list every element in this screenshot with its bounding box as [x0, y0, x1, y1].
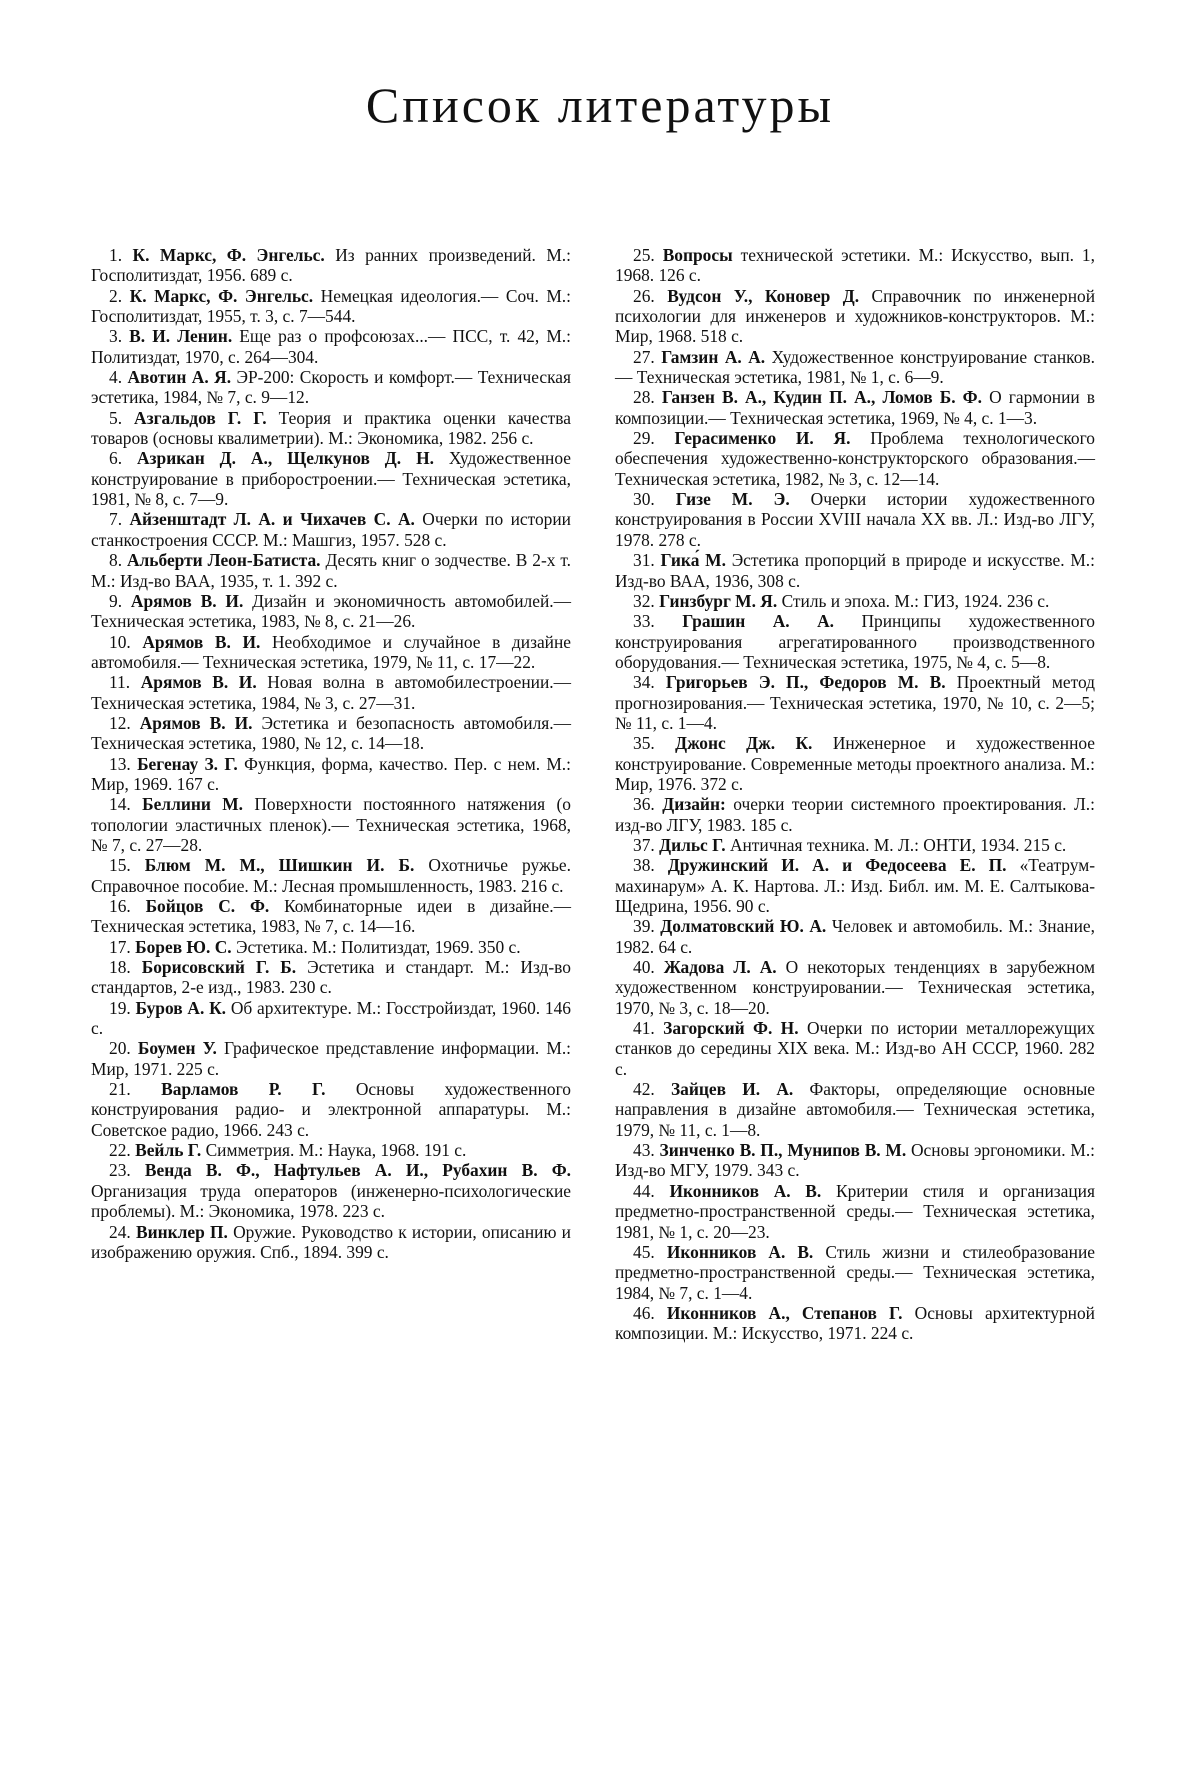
reference-entry [91, 937, 571, 957]
reference-text: Очерки по истории станкостроения СССР. М.: Машгиз, 1957. 528 с. [91, 509, 571, 550]
reference-authors: Авотин А. Я. [127, 367, 232, 388]
reference-entry [615, 1303, 1095, 1344]
reference-number: 31. [633, 550, 655, 571]
reference-text: Функция, форма, качество. Пер. с нем. М.: Мир, 1969. 167 с. [91, 753, 571, 794]
reference-number: 15. [109, 855, 131, 876]
reference-entry [615, 855, 1095, 916]
reference-number: 13. [109, 753, 131, 774]
reference-text: технической эстетики. М.: Искусство, вып. 1, 1968. 126 с. [615, 245, 1095, 286]
page-title: Список литературы [365, 77, 835, 133]
reference-authors: Арямов В. И. [130, 590, 244, 611]
reference-number: 42. [633, 1079, 655, 1100]
reference-authors: Вудсон У., Коновер Д. [667, 285, 860, 306]
reference-text: «Театрум-махинарум» А. К. Нартова. Л.: Изд. Библ. им. М. Е. Салтыкова-Щедрина, 1956. 90 с. [615, 855, 1095, 916]
reference-text: Очерки по истории металлорежущих станков до середины XIX века. М.: Изд-во АН СССР, 1960. 282 с. [615, 1018, 1095, 1079]
reference-authors: Герасименко И. Я. [674, 428, 851, 449]
reference-authors: Зайцев И. А. [670, 1079, 794, 1100]
reference-authors: Иконников А. В. [666, 1241, 814, 1262]
reference-entry [91, 408, 571, 449]
reference-authors: Джонс Дж. К. [675, 733, 813, 754]
reference-text: Античная техника. М. Л.: ОНТИ, 1934. 215 с. [729, 834, 1067, 855]
reference-number: 30. [633, 489, 655, 510]
reference-authors: Иконников А., Степанов Г. [666, 1302, 903, 1323]
reference-number: 28. [633, 387, 655, 408]
reference-text: Поверхности постоянного натяжения (о топологии эластичных пленок).— Техническая эстетика, 1968, № 7, с. 27—28. [91, 794, 571, 855]
reference-entry [91, 1038, 571, 1079]
reference-entry [91, 367, 571, 408]
reference-text: Оружие. Руководство к истории, описанию и изображению оружия. Спб., 1894. 399 с. [91, 1221, 571, 1262]
reference-authors: Гамзин А. А. [661, 346, 766, 367]
reference-number: 11. [109, 672, 131, 693]
reference-entry [91, 1079, 571, 1140]
reference-number: 25. [633, 245, 655, 265]
reference-authors: Венда В. Ф., Нафтульев А. И., Рубахин В. Ф. [144, 1160, 571, 1181]
reference-authors: К. Маркс, Ф. Энгельс. [129, 285, 314, 306]
reference-text: Проектный метод прогнозирования.— Техническая эстетика, 1970, № 10, с. 2—5; № 11, с. 1—4. [615, 672, 1095, 733]
reference-text: Справочник по инженерной психологии для инженеров и художников-конструкторов. М.: Мир, 1968. 518 с. [615, 285, 1096, 347]
reference-number: 6. [109, 448, 123, 469]
reference-number: 32. [633, 590, 655, 611]
reference-number: 3. [109, 326, 123, 347]
reference-authors: Азрикан Д. А., Щелкунов Д. Н. [137, 448, 434, 469]
reference-text: Стиль жизни и стилеобразование предметно-пространственной среды.— Техническая эстетика, 1984, № 7, с. 1—4. [615, 1241, 1095, 1303]
reference-number: 43. [633, 1140, 655, 1161]
reference-number: 40. [633, 957, 655, 978]
reference-number: 45. [633, 1241, 655, 1262]
reference-text: Графическое представление информации. М.: Мир, 1971. 225 с. [91, 1038, 572, 1079]
reference-entry [91, 957, 571, 998]
reference-entry [615, 916, 1095, 957]
reference-text: ЭР-200: Скорость и комфорт.— Техническая эстетика, 1984, № 7, с. 9—12. [91, 367, 571, 408]
reference-number: 46. [633, 1302, 655, 1323]
reference-number: 27. [633, 346, 655, 367]
reference-text: Дизайн и экономичность автомобилей.— Техническая эстетика, 1983, № 8, с. 21—26. [91, 590, 571, 632]
reference-text: Очерки истории художественного конструирования в России XVIII начала XX вв. Л.: Изд-во ЛГУ, 1978. 278 с. [615, 489, 1095, 550]
reference-number: 29. [633, 428, 655, 449]
reference-authors: Гизе М. Э. [675, 489, 790, 510]
reference-entry [615, 1079, 1095, 1140]
reference-number: 8. [109, 550, 123, 571]
references-column-left [91, 245, 571, 1262]
reference-entry [615, 1018, 1095, 1079]
reference-entry [91, 1140, 571, 1160]
reference-entry [615, 1140, 1095, 1181]
reference-entry [615, 794, 1095, 835]
reference-authors: Арямов В. И. [140, 672, 257, 693]
reference-number: 18. [109, 957, 131, 978]
reference-authors: Ганзен В. А., Кудин П. А., Ломов Б. Ф. [661, 387, 982, 408]
reference-text: Об архитектуре. М.: Госстройиздат, 1960. 146 с. [91, 997, 571, 1039]
reference-authors: Дизайн: [662, 794, 726, 815]
reference-entry [615, 286, 1095, 347]
reference-authors: Гинзбург М. Я. [659, 590, 778, 611]
reference-text: Основы архитектурной композиции. М.: Искусство, 1971. 224 с. [615, 1302, 1095, 1344]
reference-text: Критерии стиля и организация предметно-пространственной среды.— Техническая эстетика, 1981, № 1, с. 20—23. [615, 1180, 1095, 1242]
reference-authors: Борисовский Г. Б. [141, 957, 297, 978]
reference-text: Немецкая идеология.— Соч. М.: Госполитиздат, 1955, т. 3, с. 7—544. [91, 285, 571, 327]
reference-number: 14. [109, 794, 131, 815]
reference-number: 9. [109, 590, 123, 611]
reference-authors: Буров А. К. [135, 997, 227, 1018]
reference-number: 44. [633, 1180, 655, 1201]
reference-text: Необходимое и случайное в дизайне автомобиля.— Техническая эстетика, 1979, № 11, с. 17—22. [91, 631, 571, 672]
reference-text: Эстетика. М.: Политиздат, 1969. 350 с. [235, 936, 521, 957]
reference-entry [91, 896, 571, 937]
reference-entry [615, 611, 1095, 672]
reference-entry [615, 1242, 1095, 1303]
reference-entry [615, 428, 1095, 489]
reference-text: Симметрия. М.: Наука, 1968. 191 с. [205, 1140, 467, 1161]
reference-text: Десять книг о зодчестве. В 2-х т. М.: Изд-во ВАА, 1935, т. 1. 392 с. [91, 550, 571, 591]
reference-text: Основы художественного конструирования радио- и электронной аппаратуры. М.: Советское радио, 1966. 243 с. [91, 1079, 571, 1140]
reference-entry [91, 550, 571, 591]
reference-number: 24. [109, 1221, 131, 1242]
reference-authors: Дильс Г. [659, 834, 726, 855]
reference-entry [91, 286, 571, 327]
reference-text: О некоторых тенденциях в зарубежном художественном конструировании.— Техническая эстетика, 1970, № 3, с. 18—20. [615, 957, 1095, 1018]
reference-text: Эстетика и безопасность автомобиля.— Техническая эстетика, 1980, № 12, с. 14—18. [91, 712, 571, 754]
reference-entry [615, 387, 1095, 428]
reference-entry [615, 1181, 1095, 1242]
reference-number: 7. [109, 509, 123, 530]
reference-text: Эстетика и стандарт. М.: Изд-во стандартов, 2-е изд., 1983. 230 с. [91, 957, 571, 998]
reference-number: 38. [633, 855, 655, 876]
reference-authors: В. И. Ленин. [129, 326, 233, 347]
reference-number: 26. [633, 285, 655, 306]
reference-text: Художественное конструирование в приборостроении.— Техническая эстетика, 1981, № 8, с. 7—9. [91, 448, 571, 510]
reference-number: 21. [109, 1079, 131, 1100]
reference-authors: Григорьев Э. П., Федоров М. В. [665, 672, 946, 693]
reference-text: Факторы, определяющие основные направления в дизайне автомобиля.— Техническая эстетика, 1979, № 11, с. 1—8. [615, 1079, 1095, 1140]
reference-entry [615, 672, 1095, 733]
reference-entry [91, 591, 571, 632]
reference-text: Организация труда операторов (инженерно-психологические проблемы). М.: Экономика, 1978. 223 с. [91, 1180, 571, 1222]
reference-text: Инженерное и художественное конструирование. Современные методы проектного анализа. М.: Мир, 1976. 372 с. [615, 733, 1095, 794]
reference-number: 12. [109, 712, 131, 733]
reference-number: 22. [109, 1140, 131, 1161]
reference-entry [91, 245, 571, 286]
reference-number: 19. [109, 997, 131, 1018]
reference-number: 1. [109, 245, 123, 265]
reference-entry [615, 347, 1095, 388]
reference-text: Эстетика пропорций в природе и искусстве. М.: Изд-во ВАА, 1936, 308 с. [615, 550, 1095, 591]
reference-text: О гармонии в композиции.— Техническая эстетика, 1969, № 4, с. 1—3. [615, 387, 1096, 428]
reference-authors: Вопросы [662, 245, 733, 265]
reference-entry [91, 998, 571, 1039]
reference-number: 2. [109, 285, 123, 306]
reference-number: 37. [633, 834, 655, 855]
reference-entry [615, 591, 1095, 611]
reference-authors: Долматовский Ю. А. [660, 916, 827, 937]
reference-number: 36. [633, 794, 655, 815]
reference-number: 16. [109, 896, 131, 916]
reference-authors: Блюм М. М., Шишкин И. Б. [144, 855, 415, 876]
reference-entry [91, 1160, 571, 1221]
reference-text: Проблема технологического обеспечения художественно-конструкторского образования.— Техническая эстетика, 1982, № 3, с. 12—14. [615, 428, 1095, 489]
reference-entry [615, 245, 1095, 286]
reference-authors: Борев Ю. С. [135, 936, 232, 957]
reference-authors: Зинченко В. П., Мунипов В. М. [659, 1140, 907, 1161]
reference-entry [615, 489, 1095, 550]
reference-authors: Варламов Р. Г. [161, 1079, 326, 1100]
reference-text: Комбинаторные идеи в дизайне.— Техническая эстетика, 1983, № 7, с. 14—16. [91, 896, 571, 937]
reference-authors: Жадова Л. А. [663, 957, 777, 978]
reference-authors: Альберти Леон-Батиста. [126, 550, 321, 571]
reference-text: очерки теории системного проектирования. Л.: изд-во ЛГУ, 1983. 185 с. [615, 794, 1095, 835]
reference-entry [615, 957, 1095, 1018]
reference-authors: Азгальдов Г. Г. [134, 407, 267, 428]
reference-number: 4. [109, 367, 123, 388]
reference-entry [91, 754, 571, 795]
reference-entry [91, 448, 571, 509]
reference-authors: Боумен У. [137, 1038, 217, 1059]
reference-authors: Бойцов С. Ф. [145, 896, 270, 916]
reference-authors: Вейль Г. [135, 1140, 202, 1161]
reference-number: 5. [109, 407, 123, 428]
reference-authors: Грашин А. А. [682, 611, 835, 632]
reference-entry [91, 1222, 571, 1263]
reference-number: 35. [633, 733, 655, 754]
reference-authors: К. Маркс, Ф. Энгельс. [132, 245, 325, 265]
reference-number: 17. [109, 936, 131, 957]
reference-number: 41. [633, 1018, 655, 1039]
reference-entry [91, 713, 571, 754]
reference-text: Принципы художественного конструирования агрегатированного производственного оборудования.— Техническая эстетика, 1975, № 4, с. 5—8. [615, 611, 1095, 672]
reference-authors: Загорский Ф. Н. [663, 1018, 799, 1039]
reference-number: 39. [633, 916, 655, 937]
reference-authors: Дружинский И. А. и Федосеева Е. П. [667, 855, 1007, 876]
reference-entry [91, 672, 571, 713]
reference-authors: Айзенштадт Л. А. и Чихачев С. А. [129, 509, 415, 530]
reference-entry [615, 835, 1095, 855]
reference-number: 23. [109, 1160, 131, 1181]
reference-entry [91, 632, 571, 673]
reference-entry [615, 550, 1095, 591]
reference-text: Из ранних произведений. М.: Госполитиздат, 1956. 689 с. [91, 245, 571, 286]
reference-text: Еще раз о профсоюзах...— ПСС, т. 42, М.: Политиздат, 1970, с. 264—304. [91, 326, 571, 367]
reference-authors: Арямов В. И. [142, 631, 261, 652]
references-column-right [615, 245, 1095, 1344]
reference-authors: Бегенау З. Г. [137, 753, 238, 774]
reference-text: Художественное конструирование станков.— Техническая эстетика, 1981, № 1, с. 6—9. [615, 346, 1095, 388]
reference-text: Новая волна в автомобилестроении.— Техническая эстетика, 1984, № 3, с. 27—31. [91, 672, 571, 713]
reference-entry [615, 733, 1095, 794]
reference-entry [91, 794, 571, 855]
reference-text: Охотничье ружье. Справочное пособие. М.: Лесная промышленность, 1983. 216 с. [91, 855, 571, 896]
reference-authors: Гика́ М. [660, 550, 726, 571]
reference-text: Человек и автомобиль. М.: Знание, 1982. 64 с. [615, 916, 1095, 957]
reference-number: 34. [633, 672, 655, 693]
reference-number: 20. [109, 1038, 131, 1059]
reference-entry [91, 855, 571, 896]
reference-entry [91, 326, 571, 367]
reference-text: Основы эргономики. М.: Изд-во МГУ, 1979. 343 с. [615, 1140, 1096, 1181]
reference-entry [91, 509, 571, 550]
reference-authors: Беллини М. [142, 794, 243, 815]
reference-text: Стиль и эпоха. М.: ГИЗ, 1924. 236 с. [781, 590, 1050, 611]
reference-authors: Арямов В. И. [139, 712, 253, 733]
reference-authors: Иконников А. В. [669, 1180, 822, 1201]
reference-authors: Винклер П. [135, 1221, 228, 1242]
reference-number: 33. [633, 611, 655, 632]
reference-number: 10. [109, 631, 131, 652]
reference-text: Теория и практика оценки качества товаров (основы квалиметрии). М.: Экономика, 1982. 256 с. [91, 407, 571, 449]
